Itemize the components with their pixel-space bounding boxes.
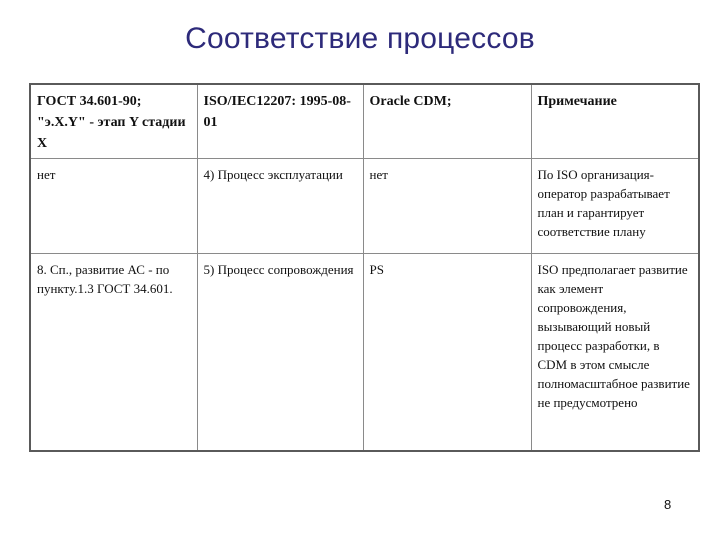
- table-header-row: [30, 84, 699, 159]
- cell-iso: 4) Процесс эксплуатации: [197, 159, 363, 254]
- header-gost: ГОСТ 34.601-90; "э.X.Y" - этап Y стадии X: [30, 84, 197, 159]
- cell-oracle-cdm: PS: [363, 254, 531, 452]
- header-oracle-cdm: Oracle CDM;: [363, 84, 531, 159]
- header-iso: ISO/IEC12207: 1995-08-01: [197, 84, 363, 159]
- cell-iso: 5) Процесс сопровождения: [197, 254, 363, 452]
- header-note: Примечание: [531, 84, 699, 159]
- cell-gost: нет: [30, 159, 197, 254]
- cell-gost: 8. Сп., развитие АС - по пункту.1.3 ГОСТ 34.601.: [30, 254, 197, 452]
- process-table-container: [29, 83, 698, 452]
- cell-note: По ISO организация-оператор разрабатывает план и гарантирует соответствие плану: [531, 159, 699, 254]
- cell-note: ISO предполагает развитие как элемент сопровождения, вызывающий новый процесс разработки, в CDM в этом смысле полномасштабное развитие не предусмотрено: [531, 254, 699, 452]
- slide-title: Соответствие процессов: [185, 22, 535, 55]
- cell-oracle-cdm: нет: [363, 159, 531, 254]
- process-mapping-table: [29, 83, 700, 452]
- page-number: 8: [664, 497, 672, 512]
- table-row: [30, 254, 699, 452]
- table-row: [30, 159, 699, 254]
